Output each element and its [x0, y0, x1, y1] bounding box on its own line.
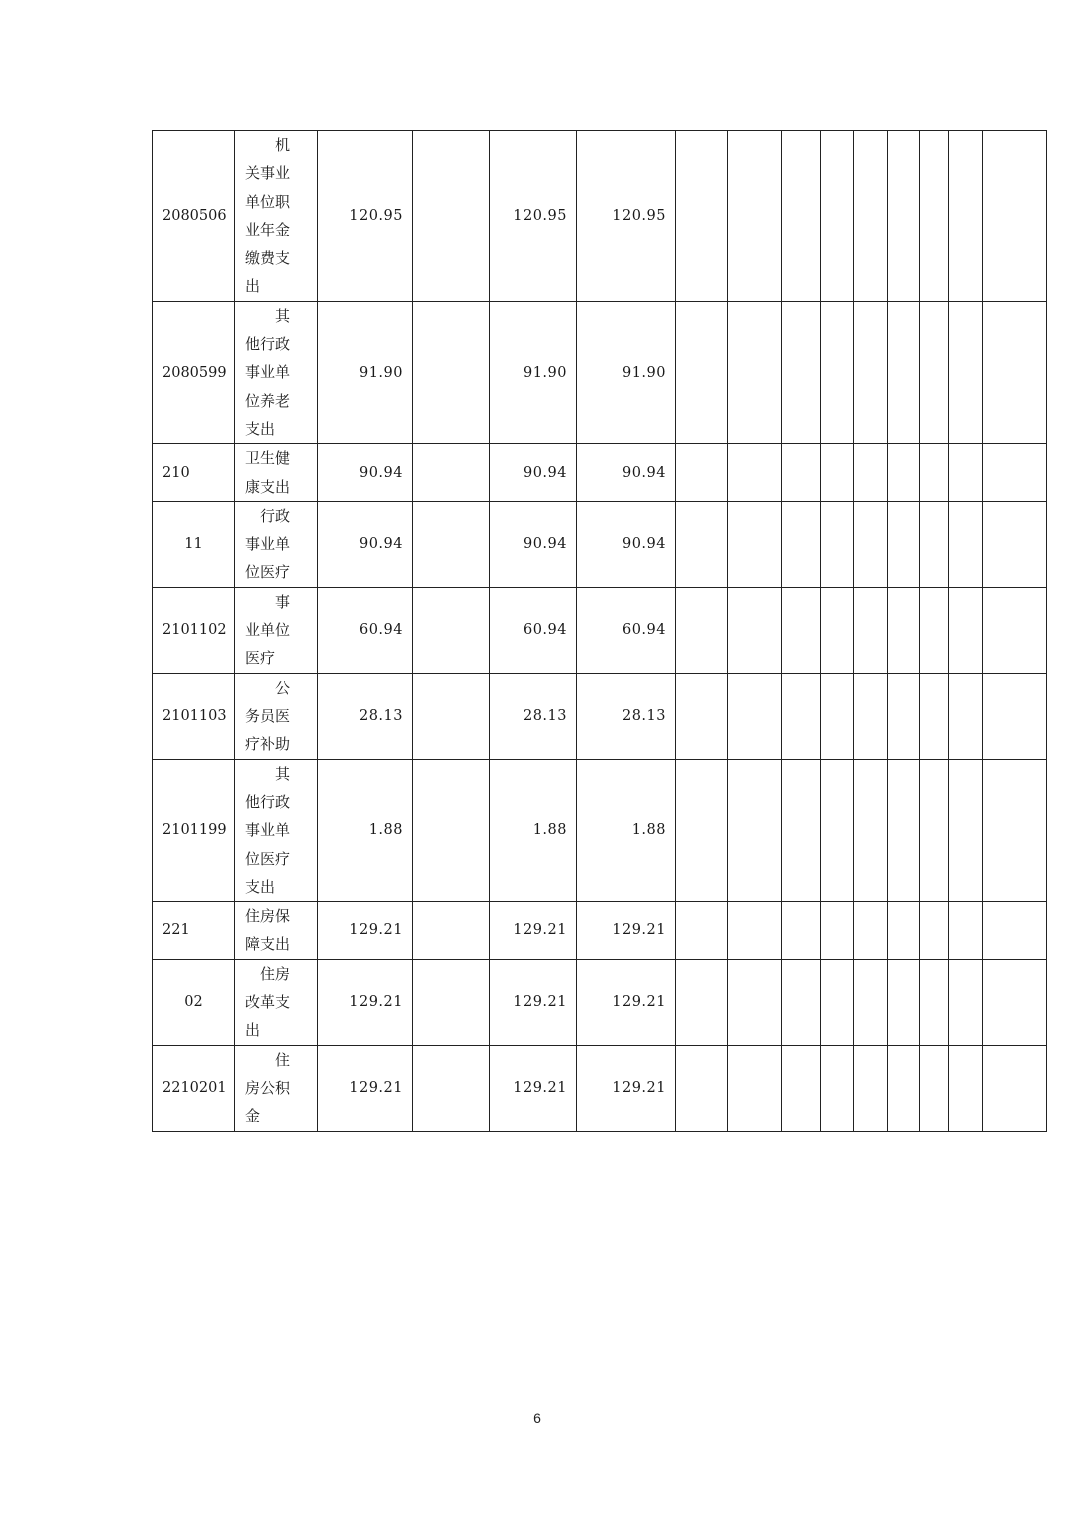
subject-name-cell	[235, 301, 318, 443]
amount-cell-col5: 1.88	[490, 759, 577, 901]
amount-cell-col4	[413, 673, 490, 759]
empty-cell	[888, 902, 920, 960]
amount-cell-total: 129.21	[318, 959, 413, 1045]
empty-cell	[728, 673, 782, 759]
amount-cell-col6: 90.94	[577, 444, 676, 502]
empty-cell	[782, 444, 821, 502]
subject-code-cell: 2080506	[153, 131, 235, 302]
empty-cell	[888, 759, 920, 901]
empty-cell	[782, 131, 821, 302]
subject-code-cell: 11	[153, 501, 235, 587]
subject-code-cell: 2101103	[153, 673, 235, 759]
page-number: 6	[533, 1410, 541, 1426]
empty-cell	[920, 131, 949, 302]
empty-cell	[676, 444, 728, 502]
amount-cell-col4	[413, 902, 490, 960]
subject-code-cell: 210	[153, 444, 235, 502]
empty-cell	[821, 501, 854, 587]
subject-name-cell	[235, 587, 318, 673]
empty-cell	[949, 759, 983, 901]
empty-cell	[888, 673, 920, 759]
subject-name-cell	[235, 444, 318, 502]
amount-cell-col6: 1.88	[577, 759, 676, 901]
amount-cell-total: 90.94	[318, 444, 413, 502]
table-body	[153, 131, 1047, 1132]
table-row	[153, 301, 1047, 443]
table-row	[153, 673, 1047, 759]
empty-cell	[854, 759, 888, 901]
empty-cell	[854, 673, 888, 759]
empty-cell	[920, 1045, 949, 1131]
empty-cell	[920, 959, 949, 1045]
amount-cell-col6: 90.94	[577, 501, 676, 587]
empty-cell	[920, 587, 949, 673]
empty-cell	[728, 1045, 782, 1131]
empty-cell	[728, 131, 782, 302]
amount-cell-col4	[413, 587, 490, 673]
empty-cell	[782, 959, 821, 1045]
amount-cell-col4	[413, 131, 490, 302]
empty-cell	[728, 301, 782, 443]
empty-cell	[888, 131, 920, 302]
subject-name-cell	[235, 501, 318, 587]
amount-cell-col6: 91.90	[577, 301, 676, 443]
empty-cell	[676, 902, 728, 960]
empty-cell	[821, 959, 854, 1045]
empty-cell	[676, 1045, 728, 1131]
empty-cell	[920, 444, 949, 502]
table-row	[153, 131, 1047, 302]
amount-cell-col5: 28.13	[490, 673, 577, 759]
empty-cell	[728, 759, 782, 901]
empty-cell	[949, 444, 983, 502]
amount-cell-col6: 60.94	[577, 587, 676, 673]
amount-cell-col5: 60.94	[490, 587, 577, 673]
empty-cell	[983, 131, 1047, 302]
empty-cell	[983, 444, 1047, 502]
empty-cell	[821, 759, 854, 901]
empty-cell	[854, 501, 888, 587]
empty-cell	[983, 959, 1047, 1045]
budget-table	[152, 130, 1047, 1132]
subject-name-cell	[235, 1045, 318, 1131]
amount-cell-col6: 129.21	[577, 1045, 676, 1131]
subject-name-cell	[235, 759, 318, 901]
amount-cell-col4	[413, 301, 490, 443]
empty-cell	[888, 501, 920, 587]
subject-code-cell: 02	[153, 959, 235, 1045]
subject-name-text: 行政事业单位医疗	[245, 506, 291, 582]
empty-cell	[782, 301, 821, 443]
empty-cell	[854, 301, 888, 443]
table-row	[153, 1045, 1047, 1131]
empty-cell	[949, 501, 983, 587]
amount-cell-col5: 91.90	[490, 301, 577, 443]
empty-cell	[983, 301, 1047, 443]
empty-cell	[782, 759, 821, 901]
amount-cell-col4	[413, 759, 490, 901]
empty-cell	[920, 673, 949, 759]
amount-cell-total: 120.95	[318, 131, 413, 302]
subject-name-text: 其他行政事业单位医疗支出	[245, 764, 291, 896]
empty-cell	[920, 301, 949, 443]
empty-cell	[983, 501, 1047, 587]
amount-cell-col6: 120.95	[577, 131, 676, 302]
empty-cell	[676, 959, 728, 1045]
empty-cell	[728, 959, 782, 1045]
subject-name-cell	[235, 902, 318, 960]
subject-code-cell: 2101199	[153, 759, 235, 901]
empty-cell	[821, 587, 854, 673]
empty-cell	[728, 587, 782, 673]
empty-cell	[949, 673, 983, 759]
subject-name-text: 住房改革支出	[245, 964, 291, 1040]
empty-cell	[782, 902, 821, 960]
subject-code-cell: 2210201	[153, 1045, 235, 1131]
subject-name-text: 事业单位医疗	[245, 592, 291, 668]
amount-cell-total: 1.88	[318, 759, 413, 901]
empty-cell	[888, 1045, 920, 1131]
empty-cell	[949, 301, 983, 443]
empty-cell	[676, 301, 728, 443]
empty-cell	[854, 902, 888, 960]
amount-cell-total: 91.90	[318, 301, 413, 443]
table-row	[153, 501, 1047, 587]
empty-cell	[782, 587, 821, 673]
empty-cell	[854, 959, 888, 1045]
empty-cell	[888, 587, 920, 673]
subject-code-cell: 2080599	[153, 301, 235, 443]
empty-cell	[821, 444, 854, 502]
empty-cell	[983, 673, 1047, 759]
table-row	[153, 587, 1047, 673]
empty-cell	[888, 444, 920, 502]
subject-name-text: 卫生健康支出	[245, 449, 291, 496]
amount-cell-total: 129.21	[318, 902, 413, 960]
table-row	[153, 902, 1047, 960]
subject-code-cell: 221	[153, 902, 235, 960]
empty-cell	[676, 501, 728, 587]
empty-cell	[676, 587, 728, 673]
empty-cell	[854, 587, 888, 673]
empty-cell	[821, 673, 854, 759]
empty-cell	[949, 587, 983, 673]
amount-cell-col5: 129.21	[490, 959, 577, 1045]
empty-cell	[920, 902, 949, 960]
amount-cell-col6: 129.21	[577, 959, 676, 1045]
table-row	[153, 759, 1047, 901]
amount-cell-col5: 120.95	[490, 131, 577, 302]
empty-cell	[854, 1045, 888, 1131]
amount-cell-total: 90.94	[318, 501, 413, 587]
empty-cell	[920, 501, 949, 587]
empty-cell	[854, 444, 888, 502]
amount-cell-col4	[413, 959, 490, 1045]
amount-cell-total: 28.13	[318, 673, 413, 759]
subject-name-text: 住房保障支出	[245, 907, 291, 954]
amount-cell-col5: 90.94	[490, 444, 577, 502]
amount-cell-total: 129.21	[318, 1045, 413, 1131]
empty-cell	[782, 1045, 821, 1131]
empty-cell	[782, 673, 821, 759]
amount-cell-col5: 129.21	[490, 1045, 577, 1131]
empty-cell	[728, 501, 782, 587]
amount-cell-col6: 129.21	[577, 902, 676, 960]
empty-cell	[949, 959, 983, 1045]
subject-name-cell	[235, 673, 318, 759]
empty-cell	[821, 1045, 854, 1131]
amount-cell-col4	[413, 1045, 490, 1131]
subject-name-cell	[235, 131, 318, 302]
empty-cell	[676, 131, 728, 302]
empty-cell	[949, 131, 983, 302]
empty-cell	[821, 902, 854, 960]
empty-cell	[888, 959, 920, 1045]
empty-cell	[821, 131, 854, 302]
empty-cell	[821, 301, 854, 443]
amount-cell-col6: 28.13	[577, 673, 676, 759]
empty-cell	[949, 902, 983, 960]
empty-cell	[983, 902, 1047, 960]
amount-cell-total: 60.94	[318, 587, 413, 673]
empty-cell	[949, 1045, 983, 1131]
empty-cell	[676, 759, 728, 901]
empty-cell	[888, 301, 920, 443]
subject-code-cell: 2101102	[153, 587, 235, 673]
empty-cell	[983, 759, 1047, 901]
empty-cell	[728, 444, 782, 502]
subject-name-cell	[235, 959, 318, 1045]
empty-cell	[983, 587, 1047, 673]
amount-cell-col4	[413, 501, 490, 587]
empty-cell	[854, 131, 888, 302]
subject-name-text: 其他行政事业单位养老支出	[245, 306, 291, 438]
empty-cell	[920, 759, 949, 901]
subject-name-text: 公务员医疗补助	[245, 678, 291, 754]
table-row	[153, 959, 1047, 1045]
empty-cell	[983, 1045, 1047, 1131]
empty-cell	[728, 902, 782, 960]
amount-cell-col5: 90.94	[490, 501, 577, 587]
subject-name-text: 机关事业单位职业年金缴费支出	[245, 136, 291, 296]
empty-cell	[676, 673, 728, 759]
amount-cell-col4	[413, 444, 490, 502]
table-row	[153, 444, 1047, 502]
empty-cell	[782, 501, 821, 587]
subject-name-text: 住房公积金	[245, 1050, 291, 1126]
amount-cell-col5: 129.21	[490, 902, 577, 960]
